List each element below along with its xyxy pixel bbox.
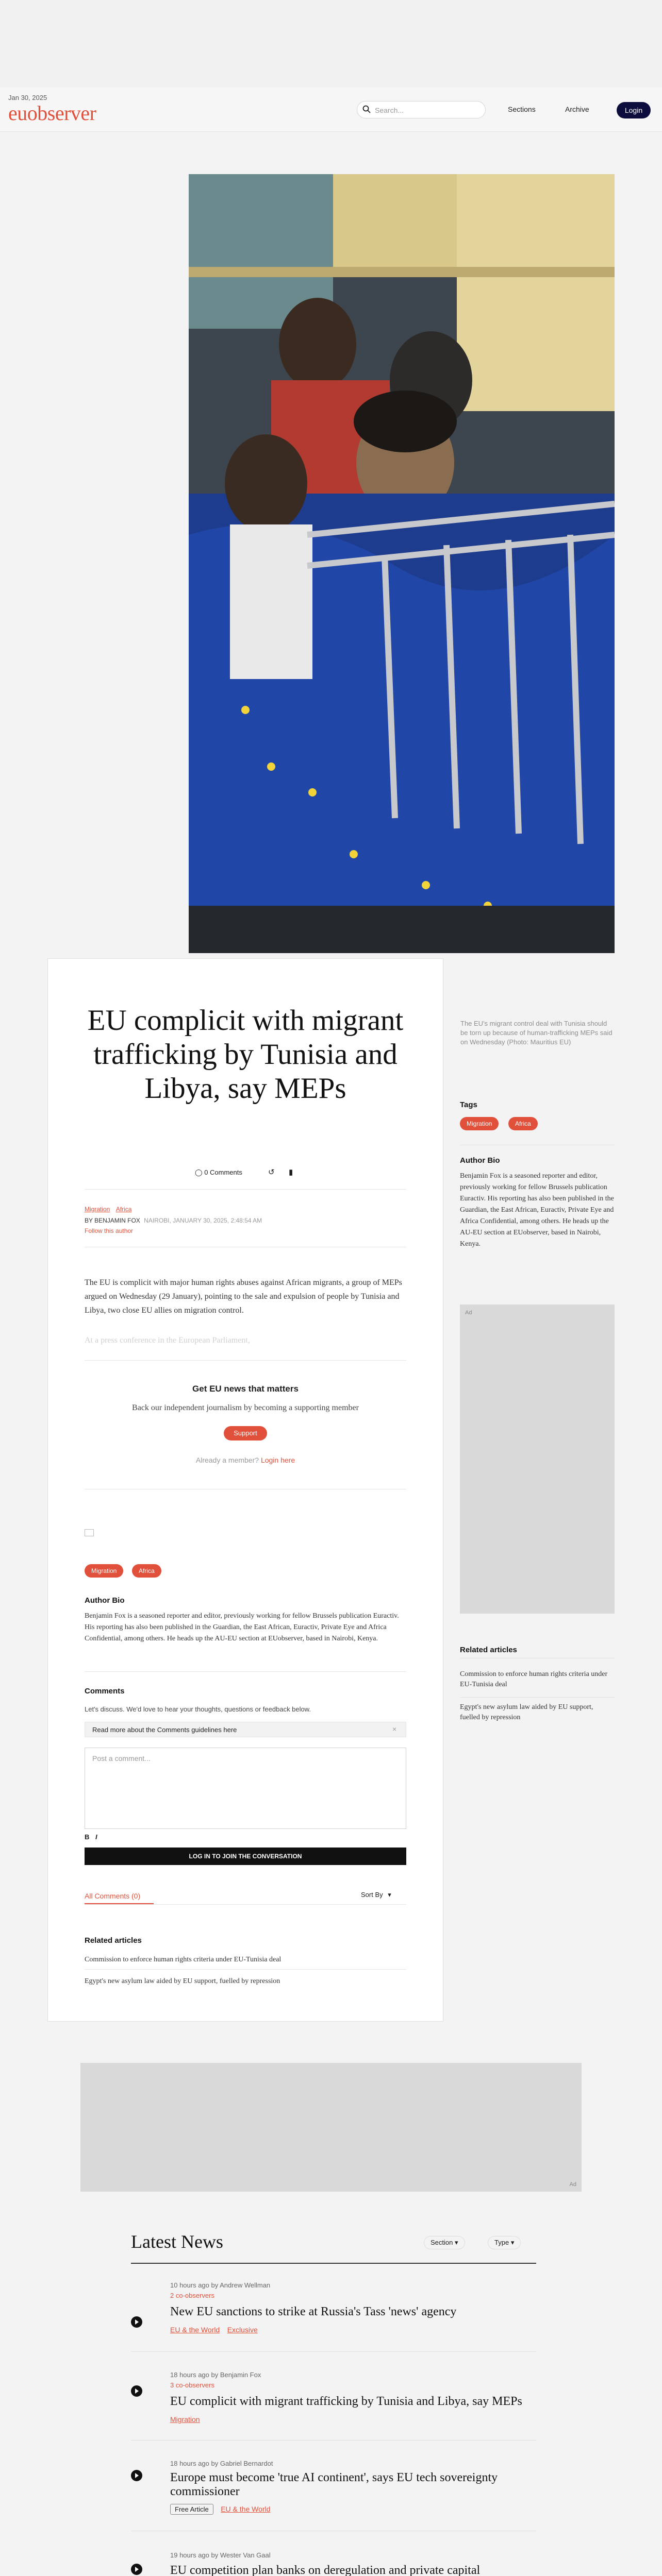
- search-icon: [362, 105, 371, 113]
- comment-textarea[interactable]: [85, 1748, 406, 1829]
- news-title[interactable]: New EU sanctions to strike at Russia's Tass 'news' agency: [170, 2305, 457, 2318]
- divider: [131, 2440, 536, 2441]
- sidebar-tag-migration[interactable]: Migration: [460, 1117, 499, 1130]
- faded-paragraph: At a press conference in the European Parliament,: [85, 1336, 250, 1345]
- search-input[interactable]: [357, 101, 486, 118]
- guidelines-text: Read more about the Comments guidelines here: [92, 1726, 237, 1734]
- hero-illustration: [189, 174, 615, 953]
- sidebar-tags-title: Tags: [460, 1100, 477, 1109]
- paywall-member-row: [85, 1456, 406, 1464]
- tag-migration-link[interactable]: Migration: [85, 1206, 110, 1213]
- comment-icon: ◯: [195, 1168, 203, 1176]
- article-actions: [195, 1166, 302, 1180]
- type-filter[interactable]: [488, 2236, 521, 2249]
- chevron-down-icon: ▾: [455, 2239, 458, 2246]
- chevron-down-icon: ▾: [388, 1891, 391, 1899]
- paywall-title: Get EU news that matters: [192, 1384, 299, 1394]
- hero-photo: [189, 174, 615, 953]
- comments-intro: Let's discuss. We'd love to hear your thoughts, questions or feedback below.: [85, 1705, 311, 1713]
- news-sub: 3 co-observers: [170, 2381, 214, 2389]
- byline-author[interactable]: BY BENJAMIN FOX: [85, 1217, 140, 1224]
- related-link-2[interactable]: Egypt's new asylum law aided by EU support, fuelled by repression: [85, 1977, 280, 1985]
- login-to-join-button[interactable]: LOG IN TO JOIN THE CONVERSATION: [85, 1848, 406, 1865]
- news-meta: 10 hours ago by Andrew Wellman: [170, 2281, 271, 2289]
- sort-by-dropdown[interactable]: [361, 1891, 391, 1899]
- news-tag[interactable]: Migration: [170, 2415, 200, 2424]
- all-comments-tab[interactable]: All Comments (0): [85, 1892, 141, 1900]
- news-meta: 19 hours ago by Wester Van Gaal: [170, 2551, 271, 2559]
- author-bio-title: Author Bio: [85, 1596, 125, 1605]
- comments-count: 0 Comments: [204, 1168, 242, 1176]
- site-logo[interactable]: euobserver: [8, 101, 96, 125]
- news-title[interactable]: EU complicit with migrant trafficking by Tunisia and Libya, say MEPs: [170, 2395, 522, 2408]
- chevron-down-icon: ▾: [510, 2239, 515, 2246]
- news-sub: 2 co-observers: [170, 2292, 214, 2299]
- search-placeholder: Search...: [375, 106, 404, 114]
- news-tags: [170, 2326, 258, 2335]
- sidebar-related-link-2[interactable]: Egypt's new asylum law aided by EU support, fuelled by repression: [460, 1703, 593, 1721]
- sort-by-label: Sort By: [361, 1891, 383, 1899]
- image-placeholder-icon: [85, 1529, 94, 1536]
- play-icon[interactable]: [131, 2385, 142, 2397]
- sidebar-related-link-1[interactable]: Commission to enforce human rights criteria under EU-Tunisia deal: [460, 1670, 608, 1688]
- news-meta: 18 hours ago by Benjamin Fox: [170, 2371, 261, 2379]
- tag-africa-link[interactable]: Africa: [115, 1206, 132, 1213]
- ad-label: Ad: [465, 1310, 472, 1316]
- news-title[interactable]: Europe must become 'true AI continent', says EU tech sovereignty commissioner: [170, 2471, 498, 2498]
- byline: [85, 1217, 262, 1224]
- sidebar-related-title: Related articles: [460, 1646, 517, 1654]
- member-login-link[interactable]: Login here: [260, 1456, 295, 1464]
- news-meta: 18 hours ago by Gabriel Bernardot: [170, 2460, 273, 2467]
- divider: [85, 1360, 406, 1361]
- guidelines-bar[interactable]: [85, 1722, 406, 1737]
- news-tag[interactable]: Exclusive: [227, 2326, 258, 2334]
- login-button[interactable]: Login: [617, 102, 651, 118]
- nav-archive[interactable]: Archive: [565, 105, 589, 113]
- bookmark-icon[interactable]: ▮: [289, 1168, 293, 1177]
- play-icon[interactable]: [131, 2316, 142, 2328]
- bold-icon[interactable]: B: [85, 1833, 90, 1841]
- play-icon[interactable]: [131, 2564, 142, 2575]
- divider: [85, 1189, 406, 1190]
- dateline: NAIROBI, JANUARY 30, 2025, 2:48:54 AM: [144, 1217, 262, 1224]
- divider: [460, 1697, 615, 1698]
- latest-divider: [131, 2263, 536, 2264]
- tag-africa-button[interactable]: Africa: [132, 1564, 161, 1578]
- divider: [85, 1969, 406, 1970]
- play-icon[interactable]: [131, 2470, 142, 2481]
- news-title[interactable]: EU competition plan banks on deregulation and private capital: [170, 2564, 481, 2576]
- site-header: [0, 88, 662, 132]
- comments-title: Comments: [85, 1687, 125, 1696]
- section-filter-label: Section: [431, 2239, 453, 2246]
- related-title: Related articles: [85, 1936, 142, 1945]
- divider: [131, 2351, 536, 2352]
- close-icon[interactable]: ×: [392, 1725, 397, 1733]
- sidebar-bio-text: Benjamin Fox is a seasoned reporter and editor, previously working for fellow Brussels publication Euractiv. His reporting has also been published in the Guardian, the East African, Euractiv, Private Eye and Africa Confidential, among others. He heads up the AU-EU section at EUobserver, based in Nairobi, Kenya.: [460, 1172, 614, 1248]
- divider: [85, 1671, 406, 1672]
- article-paragraph: The EU is complicit with major human rights abuses against African migrants, a group of MEPs argued on Wednesday (29 January), pointing to the sale and expulsion of people by Tunisia and Libya, two close EU allies on migration control.: [85, 1278, 402, 1315]
- support-button[interactable]: Support: [224, 1426, 267, 1440]
- news-tag[interactable]: EU & the World: [221, 2505, 271, 2513]
- wide-ad-label: Ad: [569, 2181, 576, 2188]
- header-date: Jan 30, 2025: [8, 94, 47, 101]
- sidebar-tag-africa[interactable]: Africa: [508, 1117, 538, 1130]
- related-link-1[interactable]: Commission to enforce human rights criteria under EU-Tunisia deal: [85, 1956, 282, 1963]
- free-article-badge: Free Article: [170, 2504, 213, 2515]
- news-tags: [170, 2415, 200, 2425]
- top-strip: [0, 0, 662, 88]
- italic-icon[interactable]: I: [95, 1833, 97, 1841]
- article-tag-list: [85, 1206, 131, 1213]
- photo-caption: The EU's migrant control deal with Tunisia should be torn up because of human-trafficking MEPs said on Wednesday (Photo: Mauritius EU): [460, 1020, 613, 1046]
- member-question: Already a member?: [195, 1456, 259, 1464]
- sidebar-ad[interactable]: [460, 1304, 615, 1614]
- wide-ad[interactable]: [80, 2063, 582, 2192]
- latest-news-title: Latest News: [131, 2231, 223, 2252]
- comments-link[interactable]: [195, 1168, 242, 1177]
- paywall-subtitle: Back our independent journalism by becoming a supporting member: [132, 1403, 359, 1412]
- comment-placeholder: Post a comment...: [92, 1754, 151, 1762]
- article-title: EU complicit with migrant trafficking by Tunisia and Libya, say MEPs: [87, 1004, 404, 1105]
- tag-migration-button[interactable]: Migration: [85, 1564, 123, 1578]
- nav-sections[interactable]: Sections: [508, 105, 536, 113]
- divider: [85, 1904, 406, 1905]
- news-tag[interactable]: EU & the World: [170, 2326, 220, 2334]
- news-tags: [170, 2505, 270, 2514]
- share-icon[interactable]: ↺: [268, 1168, 275, 1177]
- type-filter-label: Type: [494, 2239, 509, 2246]
- follow-author-link[interactable]: Follow this author: [85, 1227, 134, 1234]
- author-bio-text: Benjamin Fox is a seasoned reporter and editor, previously working for fellow Brussels publication Euractiv. His reporting has also been published in the Guardian, the East African, Euractiv, Private Eye and Africa Confidential, among others. He heads up the AU-EU section at EUobserver, based in Nairobi, Kenya.: [85, 1612, 399, 1642]
- format-toolbar: [85, 1833, 97, 1841]
- section-filter[interactable]: [424, 2236, 465, 2249]
- sidebar-bio-title: Author Bio: [460, 1156, 500, 1165]
